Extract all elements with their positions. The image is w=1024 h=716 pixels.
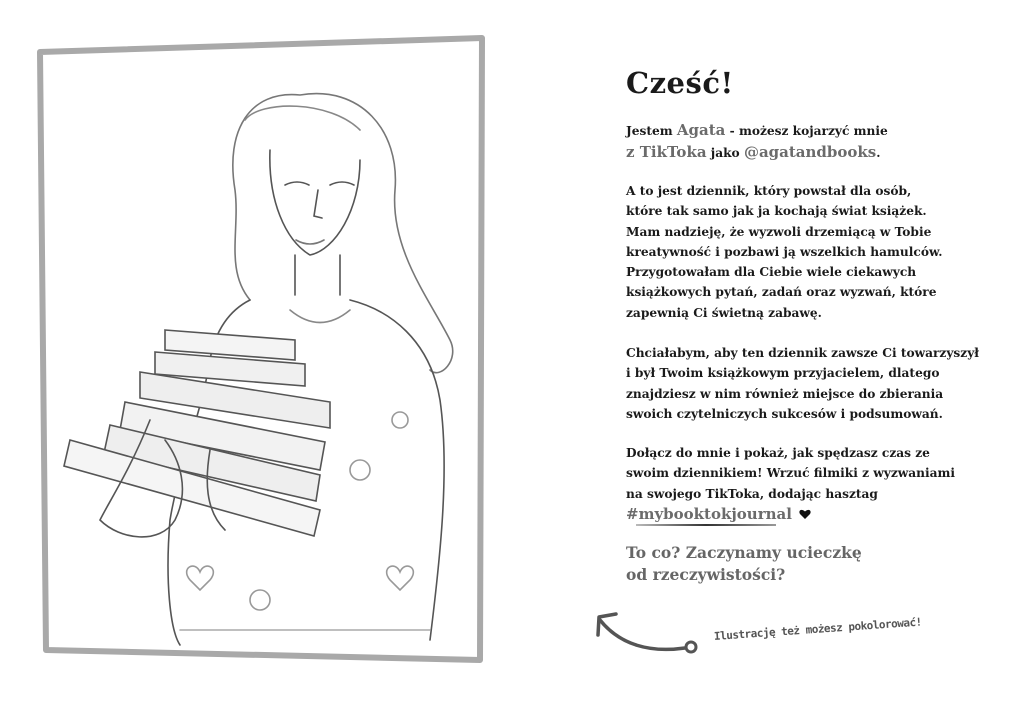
curved-arrow-icon: [590, 605, 710, 660]
page-title: Cześć!: [626, 66, 734, 100]
text-line: Przygotowałam dla Ciebie wiele ciekawych: [626, 265, 917, 280]
intro-part: .: [876, 146, 881, 160]
paragraph-journal-purpose: [626, 181, 942, 323]
text-line: na swojego TikToka, dodając hasztag: [626, 486, 878, 501]
hashtag: #mybooktokjournal: [626, 504, 792, 523]
paragraph-companion: [626, 343, 979, 424]
author-name: Agata: [676, 121, 726, 139]
text-line: od rzeczywistości?: [626, 565, 786, 584]
text-line: Mam nadzieję, że wyzwoli drzemiącą w Tobie: [626, 224, 932, 239]
coloring-caption: Ilustrację też możesz pokolorować!: [713, 615, 923, 643]
text-line: zapewnią Ci świetną zabawę.: [626, 305, 822, 320]
heart-icon: [799, 509, 811, 520]
text-line: znajdziesz w nim również miejsce do zbierania: [626, 386, 944, 401]
text-line: i był Twoim książkowym przyjacielem, dlatego: [626, 366, 940, 381]
paragraph-join: [626, 443, 955, 525]
hashtag-underline: [636, 524, 776, 526]
text-line: To co? Zaczynamy ucieczkę: [626, 543, 862, 562]
text-line: które tak samo jak ja kochają świat książek.: [626, 204, 927, 219]
intro-part: Jestem: [626, 124, 677, 138]
text-line: swoim dziennikiem! Wrzuć filmiki z wyzwaniami: [626, 466, 956, 481]
text-line: Dołącz do mnie i pokaż, jak spędzasz czas ze: [626, 446, 930, 460]
intro-part: - możesz kojarzyć mnie: [725, 124, 888, 138]
platform-name: z TikToka: [626, 143, 707, 161]
text-line: książkowych pytań, zadań oraz wyzwań, które: [626, 285, 937, 300]
text-line: Chciałabym, aby ten dziennik zawsze Ci towarzyszył: [626, 346, 979, 360]
intro-text: [626, 120, 888, 164]
closing-question: [626, 542, 862, 586]
text-line: swoich czytelniczych sukcesów i podsumowań.: [626, 406, 943, 421]
text-line: kreatywność i pozbawi ją wszelkich hamulców.: [626, 244, 943, 259]
text-line: A to jest dziennik, który powstał dla osób,: [626, 184, 912, 198]
intro-part: jako: [706, 146, 744, 160]
author-handle: @agatandbooks: [743, 143, 877, 161]
girl-with-books-sketch: [64, 94, 453, 645]
